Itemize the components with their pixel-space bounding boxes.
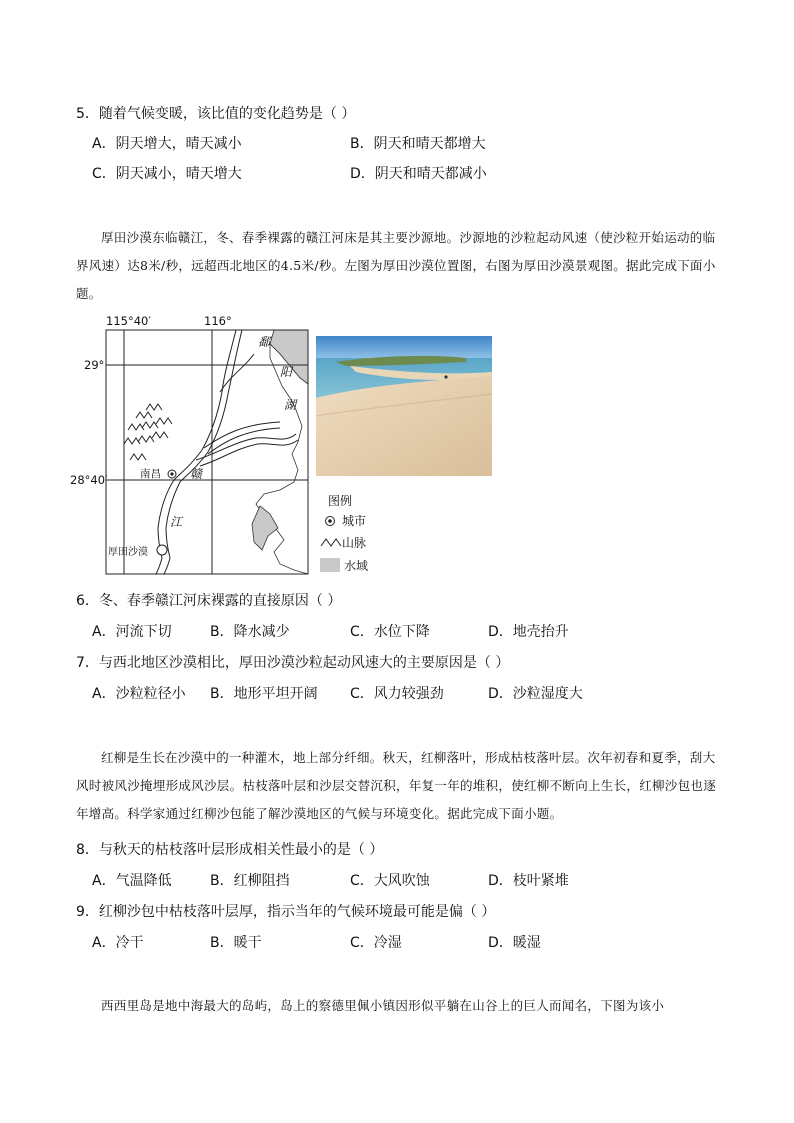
gan-river-west-bank (156, 330, 236, 574)
question-6-stem: 6．冬、春季赣江河床裸露的直接原因（ ） (76, 593, 342, 609)
question-6-option-a: A．河流下切 (92, 624, 172, 640)
legend-mountain-label: 山脉 (342, 536, 367, 550)
question-9-option-b: B．暖干 (210, 935, 262, 951)
legend-city-label: 城市 (342, 514, 367, 528)
mountain-range-symbols (124, 404, 172, 460)
question-6-option-b: B．降水减少 (210, 624, 290, 640)
question-7-stem: 7．与西北地区沙漠相比，厚田沙漠沙粒起动风速大的主要原因是（ ） (76, 655, 510, 671)
question-7-option-d: D．沙粒湿度大 (488, 686, 583, 702)
gan-river-east-bank (164, 330, 242, 574)
passage-houtian-desert (76, 224, 724, 308)
nanchang-city-dot (170, 472, 173, 475)
question-7-option-c: C．风力较强劲 (350, 686, 444, 702)
question-6-option-c: C．水位下降 (350, 624, 430, 640)
lon-label-115-40: 115°40′ (106, 314, 151, 328)
river-label-2: 江 (170, 515, 183, 529)
houtian-location-map (70, 314, 316, 576)
houtian-desert-label: 厚田沙漠 (108, 547, 148, 558)
lat-label-29: 29° (84, 358, 105, 372)
passage-sicily (76, 992, 724, 1020)
passage-red-willow (76, 744, 724, 828)
lake-label-2: 阳 (280, 365, 293, 379)
city-symbol-icon (322, 514, 338, 528)
question-7-option-a: A．沙粒粒径小 (92, 686, 186, 702)
question-8-option-a: A．气温降低 (92, 873, 172, 889)
question-5-stem: 5．随着气候变暖，该比值的变化趋势是（ ） (76, 106, 356, 122)
question-9-option-d: D．暖湿 (488, 935, 541, 951)
river-label-1: 赣 (190, 467, 203, 481)
question-9-option-a: A．冷干 (92, 935, 144, 951)
water-swatch-icon (320, 558, 340, 572)
lake-label-1: 鄱 (258, 335, 271, 349)
mountain-symbol-icon (320, 536, 342, 548)
legend-water-label: 水域 (344, 559, 369, 573)
question-8-option-b: B．红柳阻挡 (210, 873, 290, 889)
lon-label-116: 116° (204, 314, 232, 328)
nanchang-label: 南昌 (140, 468, 161, 480)
question-5-option-b: B．阴天和晴天都增大 (350, 136, 486, 152)
question-9-option-c: C．冷湿 (350, 935, 402, 951)
lat-label-28-40: 28°40′ (70, 473, 108, 487)
question-7-option-b: B．地形平坦开阔 (210, 686, 318, 702)
passage-houtian-text: 厚田沙漠东临赣江，冬、春季裸露的赣江河床是其主要沙源地。沙源地的沙粒起动风速（使沙粒开始运动的临界风速）达8米/秒，远超西北地区的4.5米/秒。左图为厚田沙漠位置图，右图为厚田沙漠景观图。据此完成下面小题。 (76, 230, 716, 301)
question-5-option-a: A．阴天增大，晴天减小 (92, 136, 242, 152)
question-8-option-c: C．大风吹蚀 (350, 873, 430, 889)
question-9-stem: 9．红柳沙包中枯枝落叶层厚，指示当年的气候环境最可能是偏（ ） (76, 904, 496, 920)
question-5-option-c: C．阴天减小，晴天增大 (92, 166, 242, 182)
houtian-desert-marker (157, 545, 167, 555)
question-5-option-d: D．阴天和晴天都减小 (350, 166, 487, 182)
houtian-desert-landscape-photo (316, 336, 492, 476)
question-6-option-d: D．地壳抬升 (488, 624, 569, 640)
question-8-option-d: D．枝叶紧堆 (488, 873, 569, 889)
passage-red-willow-text: 红柳是生长在沙漠中的一种灌木，地上部分纤细。秋天，红柳落叶，形成枯枝落叶层。次年初春和夏季，刮大风时被风沙掩埋形成风沙层。枯枝落叶层和沙层交替沉积，年复一年的堆积，使红柳不断向上生长，红柳沙包也逐年增高。科学家通过红柳沙包能了解沙漠地区的气候与环境变化。据此完成下面小题。 (76, 750, 717, 821)
legend-title: 图例 (328, 494, 353, 508)
passage-sicily-text: 西西里岛是地中海最大的岛屿，岛上的察德里佩小镇因形似平躺在山谷上的巨人而闻名，下图为该小 (101, 998, 665, 1013)
question-8-stem: 8．与秋天的枯枝落叶层形成相关性最小的是（ ） (76, 842, 384, 858)
lake-label-3: 湖 (284, 398, 297, 412)
